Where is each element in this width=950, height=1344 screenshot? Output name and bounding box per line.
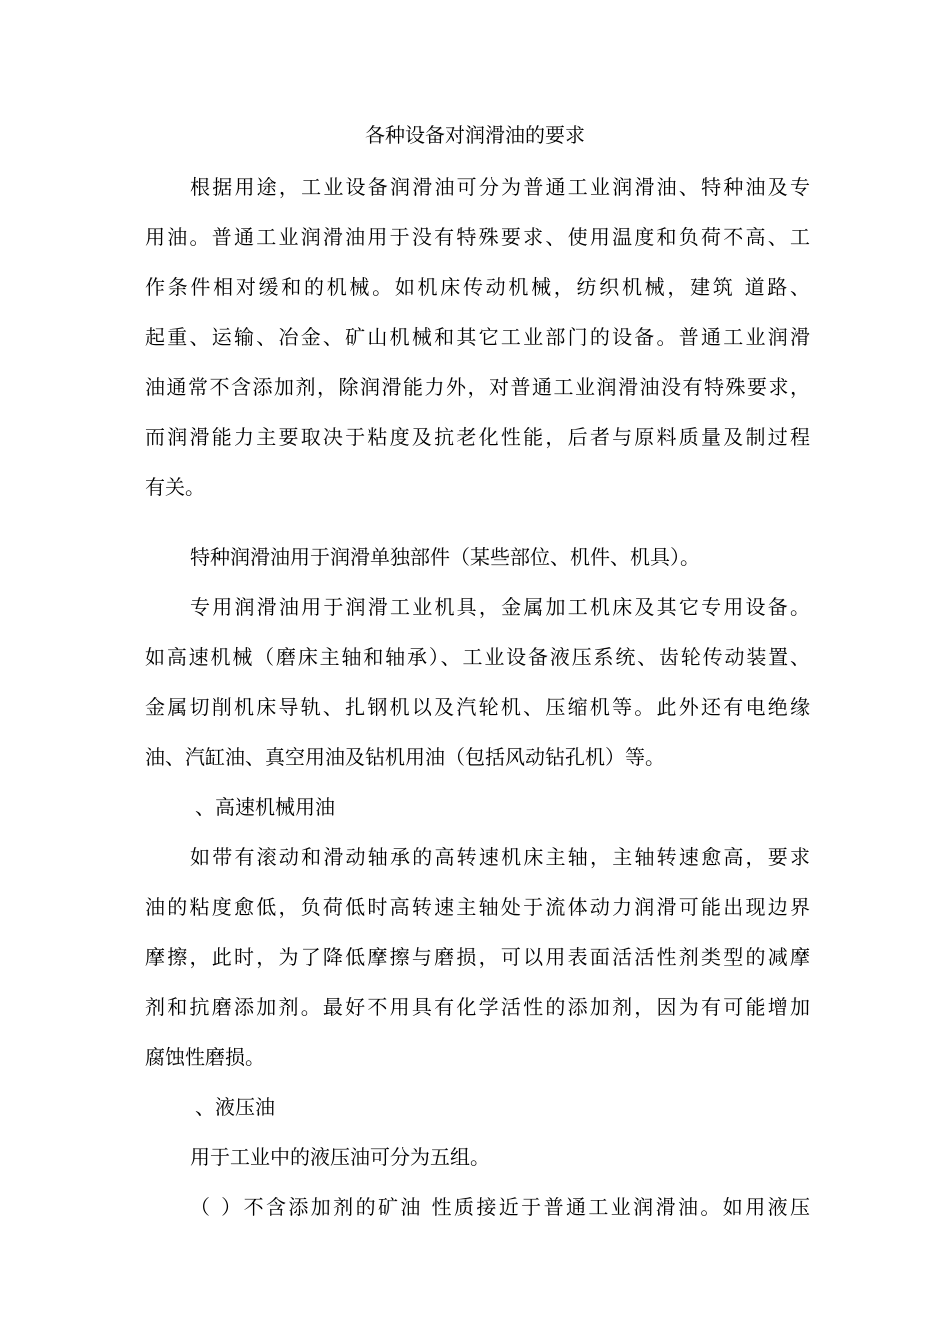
section-heading: 、液压油: [195, 1095, 275, 1119]
paragraph-line: 如高速机械（磨床主轴和轴承）、工业设备液压系统、齿轮传动装置、: [145, 645, 810, 669]
paragraph-line: 用于工业中的液压油可分为五组。: [190, 1145, 490, 1169]
paragraph-line: 腐蚀性磨损。: [145, 1045, 265, 1069]
section-heading: 、高速机械用油: [195, 795, 335, 819]
paragraph-line: 油通常不含添加剂，除润滑能力外，对普通工业润滑油没有特殊要求，: [145, 375, 810, 399]
page-title: 各种设备对润滑油的要求: [365, 123, 585, 147]
paragraph-line: 有关。: [145, 475, 205, 499]
paragraph-line: 如带有滚动和滑动轴承的高转速机床主轴，主轴转速愈高，要求: [190, 845, 810, 869]
paragraph-line: 用油。普通工业润滑油用于没有特殊要求、使用温度和负荷不高、工: [145, 225, 810, 249]
paragraph-line: （ ）不含添加剂的矿油 性质接近于普通工业润滑油。如用液压: [190, 1195, 810, 1219]
paragraph-line: 根据用途，工业设备润滑油可分为普通工业润滑油、特种油及专: [190, 175, 810, 199]
paragraph-line: 专用润滑油用于润滑工业机具，金属加工机床及其它专用设备。: [190, 595, 810, 619]
paragraph-line: 油、汽缸油、真空用油及钻机用油（包括风动钻孔机）等。: [145, 745, 665, 769]
paragraph-line: 摩擦，此时，为了降低摩擦与磨损，可以用表面活活性剂类型的减摩: [145, 945, 810, 969]
paragraph-line: 特种润滑油用于润滑单独部件（某些部位、机件、机具）。: [190, 545, 700, 569]
paragraph-line: 油的粘度愈低，负荷低时高转速主轴处于流体动力润滑可能出现边界: [145, 895, 810, 919]
paragraph-line: 起重、运输、冶金、矿山机械和其它工业部门的设备。普通工业润滑: [145, 325, 810, 349]
paragraph-line: 作条件相对缓和的机械。如机床传动机械，纺织机械，建筑 道路、: [145, 275, 810, 299]
paragraph-line: 剂和抗磨添加剂。最好不用具有化学活性的添加剂，因为有可能增加: [145, 995, 810, 1019]
paragraph-line: 金属切削机床导轨、扎钢机以及汽轮机、压缩机等。此外还有电绝缘: [145, 695, 810, 719]
paragraph-line: 而润滑能力主要取决于粘度及抗老化性能，后者与原料质量及制过程: [145, 425, 810, 449]
